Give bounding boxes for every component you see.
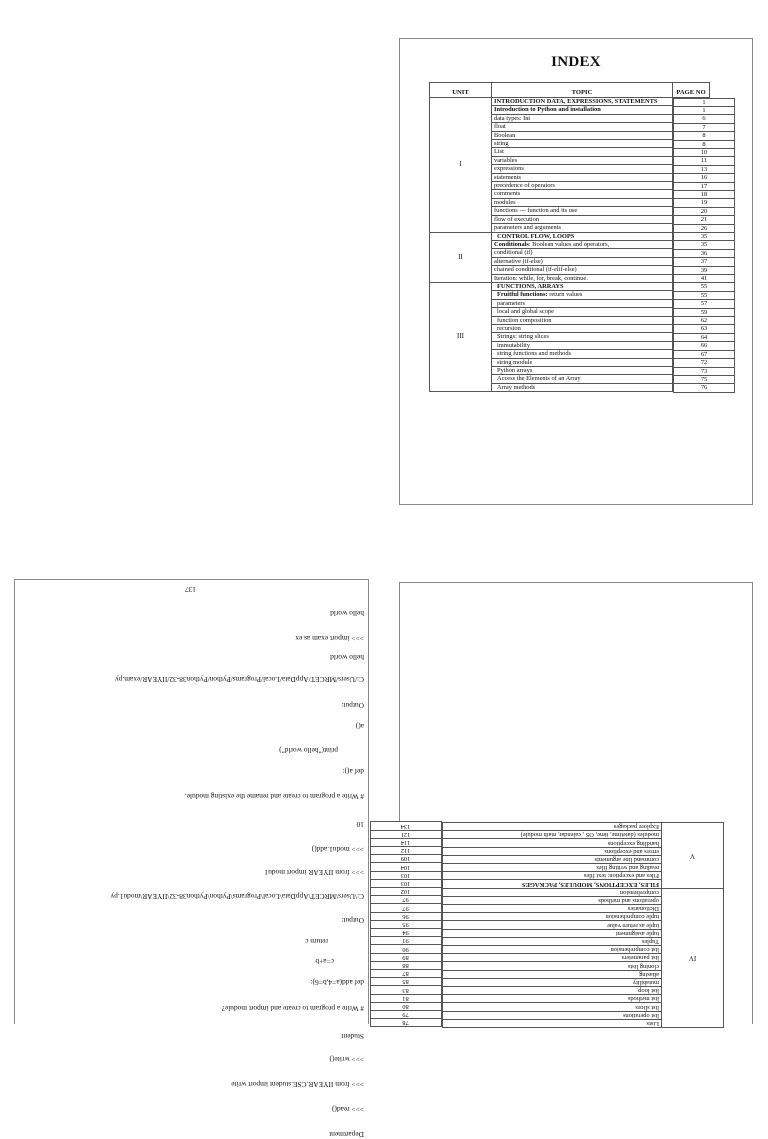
index-continuation-rotated [400,583,752,1027]
page-number-cell: 90 [370,944,442,953]
page-number-cell: 109 [370,854,442,863]
page-number-cell: 55 [673,282,735,291]
page-number-cell: 7 [673,123,735,132]
topic-cell: errors and exceptions [442,847,661,855]
page-number-cell: 1 [673,106,735,115]
page-number-cell: 6 [673,114,735,123]
program-line: C:/Users/MRCET/AppData/Local/Programs/Python/Python38-32/IIYEAR/exam.py [114,675,364,684]
topic-cell: expressions [492,165,673,173]
page-number-cell: 35 [673,240,735,249]
topic-cell: float [492,123,673,131]
table-row [430,98,710,106]
page-number-cell: 36 [673,249,735,258]
program-line: Student [341,1032,364,1041]
page-number-cell: 80 [370,1002,442,1011]
page-number-cell: 78 [370,1018,442,1027]
program-line: a() [355,722,364,731]
program-line: Output: [341,916,364,925]
page-number-cell: 83 [370,985,442,994]
program-line: >>> import exam as ex [295,634,364,643]
page-number-cell: 19 [673,198,735,207]
page-number-cell: 16 [673,173,735,182]
topic-cell: Dictionaries [442,904,661,912]
program-line: >>> from IIYEAR.CSE.student import write [231,1080,364,1089]
topic-cell: variables [492,156,673,164]
topic-cell: precedence of operators [492,182,673,190]
program-line: print("hello world") [279,746,338,755]
page-number-cell: 41 [673,274,735,283]
topic-cell: string functions and methods [492,350,673,358]
topic-text-part: : Boolean values and operators, [528,240,610,248]
program-line: # Write a program to create and import module? [221,1004,364,1013]
page-number: 137 [184,585,196,594]
page-number-cell: 134 [370,821,442,830]
program-line: Output: [341,701,364,710]
topic-cell: parameters and arguments [492,224,673,232]
header-unit: UNIT [430,83,492,98]
page-number-cell: 57 [673,299,735,308]
topic-cell: comprehension [442,888,661,896]
program-page-rotated [15,580,368,1139]
page-number-cell: 89 [370,953,442,962]
page-number-cell: 63 [673,324,735,333]
topic-cell: cloning lists [442,962,661,970]
page-number-cell: 114 [370,838,442,847]
topic-cell: string [492,140,673,148]
page-number-cell: 72 [673,358,735,367]
page-number-cell: 76 [673,383,735,392]
topic-cell: list slices [442,1003,661,1011]
unit-cell: V [662,822,724,888]
topic-cell: command line arguments [442,855,661,863]
topic-cell: CONTROL FLOW, LOOPS [492,232,673,240]
topic-cell: tuple assignment [442,929,661,937]
topic-cell: Python arrays [492,367,673,375]
topic-cell: Tuples [442,937,661,945]
index-title: INDEX [551,54,601,70]
page-number-cell: 104 [370,862,442,871]
index-continuation-table [400,822,724,1028]
topic-cell: Boolean [492,131,673,139]
page-number-cell: 13 [673,165,735,174]
page-number-cell: 10 [673,148,735,157]
page-number-cell: 66 [673,341,735,350]
topic-cell: flow of execution [492,215,673,223]
table-row [441,1019,724,1027]
program-line: hello world [330,609,364,618]
page-number-cell: 88 [370,961,442,970]
program-line: def add(a=4,b=6): [310,978,364,987]
page-number-cell: 18 [673,190,735,199]
topic-cell: immutability [492,341,673,349]
program-line: >>> write() [329,1055,364,1064]
page-number-cell: 1 [673,98,735,107]
topic-cell: list parameters [442,954,661,962]
topic-cell: Files and exception: text files [442,872,661,880]
topic-cell: list comprehension [442,945,661,953]
topic-cell: Strings: string slices [492,333,673,341]
page-number-cell: 91 [370,936,442,945]
unit-cell: IV [662,888,724,1027]
page-number-cell: 62 [673,316,735,325]
topic-cell: Introduction to Python and installation [492,106,673,114]
page-number-cell: 59 [673,308,735,317]
index-table [429,82,710,392]
page-number-cell: 64 [673,333,735,342]
program-line: def a(): [342,767,364,776]
topic-cell: Explore packages [442,822,661,830]
topic-bold-part: Conditionals [494,240,529,248]
page-number-cell: 112 [370,846,442,855]
page-number-cell: 8 [673,131,735,140]
topic-cell: List [492,148,673,156]
topic-cell: functions --- function and its use [492,207,673,215]
topic-cell: Iteration: while, for, break, continue. [492,274,673,282]
topic-cell: data types: Int [492,114,673,122]
topic-cell: reading and writing files [442,863,661,871]
program-line: >>> read() [332,1105,364,1114]
page-number-cell: 39 [673,266,735,275]
page-number-cell: 11 [673,156,735,165]
page-number-cell: 55 [673,291,735,300]
page-number-cell: 81 [370,994,442,1003]
program-line: # Write a program to create and rename the existing module. [184,792,364,801]
topic-cell: string module [492,358,673,366]
topic-cell: function composition [492,316,673,324]
topic-cell: mutability [442,978,661,986]
topic-cell: list methods [442,995,661,1003]
table-row [430,232,710,240]
page-number-cell: 94 [370,928,442,937]
topic-text-part: return values [547,291,583,299]
page-number-cell: 21 [673,215,735,224]
program-line: >>> modu1.add() [311,845,364,854]
page-number-cell: 26 [673,224,735,233]
page-number-cell: 73 [673,367,735,376]
page-number-cell: 97 [370,903,442,912]
page-number-cell: 35 [673,232,735,241]
topic-cell: statements [492,173,673,181]
page-number-cell: 95 [370,920,442,929]
page-number-cell: 20 [673,207,735,216]
page-number-cell: 96 [370,912,442,921]
topic-cell: recursion [492,324,673,332]
table-row [430,282,710,290]
topic-cell: FUNCTIONS, ARRAYS [492,282,673,290]
topic-cell: chained conditional (if-elif-else) [492,266,673,274]
unit-cell: III [430,282,492,391]
topic-cell: comments [492,190,673,198]
program-line: return c [305,937,328,946]
topic-cell: Lists [442,1019,661,1027]
program-line: c=a+b [315,957,334,966]
index-continuation-page [399,582,753,1027]
topic-cell: operations and methods [442,896,661,904]
topic-cell: parameters [492,299,673,307]
topic-cell: alternative (if-else) [492,257,673,265]
page-number-cell: 102 [370,887,442,896]
topic-cell: local and global scope [492,308,673,316]
topic-cell: tuple as return value [442,921,661,929]
topic-cell: conditional (if) [492,249,673,257]
table-row [441,880,724,888]
page-number-cell: 103 [370,879,442,888]
program-line: >>> from IIYEAR import modu1 [264,868,364,877]
topic-cell [492,240,673,248]
topic-cell: aliasing [442,970,661,978]
page-number-cell: 75 [673,375,735,384]
topic-cell: modules (datetime, time, OS , calendar, math module) [442,831,661,839]
page-number-cell: 121 [370,830,442,839]
page-number-cell: 17 [673,182,735,191]
topic-cell: Access the Elements of an Array [492,375,673,383]
program-line: 10 [356,820,364,829]
topic-cell: Array methods [492,383,673,391]
topic-cell [492,291,673,299]
topic-cell: FILES, EXCEPTIONS, MODULES, PACKAGES [442,880,661,888]
program-line: Department [329,1130,364,1139]
topic-cell: modules [492,198,673,206]
topic-cell: handling exceptions [442,839,661,847]
page-number-cell: 85 [370,977,442,986]
page-number-cell: 103 [370,871,442,880]
header-topic: TOPIC [492,83,673,98]
unit-cell: I [430,98,492,233]
program-line: C:\Users\MRCET\AppData\Local\Programs\Python\Python38-32\IIYEAR\modu1.py [110,892,364,901]
page-number-cell: 79 [370,1010,442,1019]
program-line: hello world [330,653,364,662]
header-page: PAGE NO [673,83,710,98]
page-number-cell: 87 [370,969,442,978]
program-page [14,579,369,1139]
topic-cell: list operations [442,1011,661,1019]
topic-cell: list loop [442,986,661,994]
page-number-cell: 97 [370,895,442,904]
page-number-cell: 67 [673,350,735,359]
unit-cell: II [430,232,492,282]
index-table-header [430,83,710,98]
page-number-cell: 37 [673,257,735,266]
topic-cell: INTRODUCTION DATA, EXPRESSIONS, STATEMENTS [492,98,673,106]
topic-bold-part: Fruitful functions: [497,291,548,299]
index-page [399,38,753,505]
page-number-cell: 8 [673,140,735,149]
topic-cell: tuple comprehension [442,913,661,921]
